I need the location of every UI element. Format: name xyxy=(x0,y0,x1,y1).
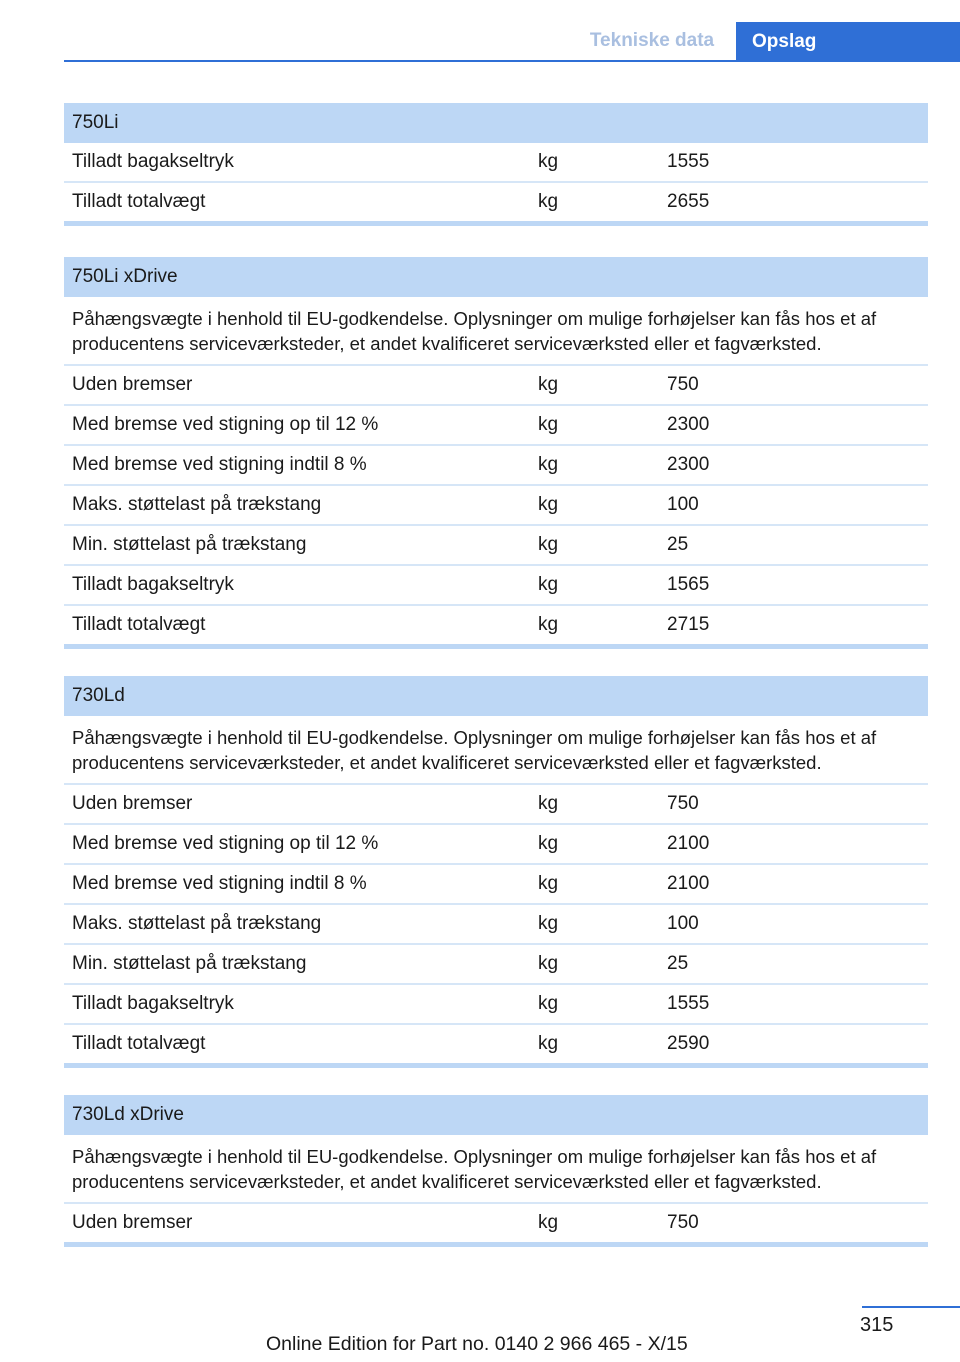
edition-note: Online Edition for Part no. 0140 2 966 465 - X/15 xyxy=(266,1333,688,1355)
row-value: 750 xyxy=(667,374,699,395)
table-row xyxy=(64,446,928,486)
row-value: 2715 xyxy=(667,614,710,635)
row-unit: kg xyxy=(538,374,559,395)
table-row xyxy=(64,985,928,1025)
row-unit: kg xyxy=(538,614,559,635)
row-value: 2300 xyxy=(667,454,710,475)
table-title: 730Ld xDrive xyxy=(64,1095,928,1135)
table-row xyxy=(64,945,928,985)
table-row xyxy=(64,566,928,606)
table-row xyxy=(64,785,928,825)
page-number: 315 xyxy=(860,1314,894,1336)
row-label: Min. støttelast på trækstang xyxy=(72,534,307,555)
table-bottom-rule xyxy=(64,1063,928,1068)
table-row xyxy=(64,865,928,905)
row-value: 2655 xyxy=(667,191,710,212)
row-unit: kg xyxy=(538,151,559,172)
row-label: Tilladt totalvægt xyxy=(72,1033,206,1054)
row-value: 25 xyxy=(667,953,689,974)
row-value: 2300 xyxy=(667,414,710,435)
row-label: Uden bremser xyxy=(72,1212,193,1233)
table-note: Påhængsvægte i henhold til EU-godkendelse. Oplysninger om mulige forhøjelser kan fås hos et af producentens serviceværksteder, et andet kvalificeret serviceværksted eller et fagværksted. xyxy=(64,297,928,366)
row-label: Uden bremser xyxy=(72,374,193,395)
table-bottom-rule xyxy=(64,1242,928,1247)
row-label: Tilladt totalvægt xyxy=(72,614,206,635)
row-label: Tilladt bagakseltryk xyxy=(72,151,234,172)
row-value: 100 xyxy=(667,913,699,934)
row-value: 2590 xyxy=(667,1033,710,1054)
row-unit: kg xyxy=(538,191,559,212)
table-730ld-xdrive xyxy=(64,1095,928,1247)
row-unit: kg xyxy=(538,953,559,974)
table-row xyxy=(64,1025,928,1063)
table-750li-xdrive xyxy=(64,257,928,649)
table-bottom-rule xyxy=(64,221,928,226)
table-row xyxy=(64,406,928,446)
row-unit: kg xyxy=(538,913,559,934)
row-value: 2100 xyxy=(667,873,710,894)
row-unit: kg xyxy=(538,534,559,555)
row-value: 1555 xyxy=(667,151,710,172)
row-label: Med bremse ved stigning op til 12 % xyxy=(72,414,379,435)
row-value: 25 xyxy=(667,534,689,555)
table-note: Påhængsvægte i henhold til EU-godkendelse. Oplysninger om mulige forhøjelser kan fås hos et af producentens serviceværksteder, et andet kvalificeret serviceværksted eller et fagværksted. xyxy=(64,1135,928,1204)
table-row xyxy=(64,143,928,183)
table-750li xyxy=(64,103,928,226)
footer-divider xyxy=(862,1306,960,1308)
row-label: Maks. støttelast på trækstang xyxy=(72,494,322,515)
tab-tekniske-data[interactable]: Tekniske data xyxy=(589,30,715,51)
row-label: Med bremse ved stigning indtil 8 % xyxy=(72,873,367,894)
row-label: Tilladt bagakseltryk xyxy=(72,574,234,595)
page-header xyxy=(0,0,960,62)
row-label: Med bremse ved stigning indtil 8 % xyxy=(72,454,367,475)
row-unit: kg xyxy=(538,494,559,515)
row-value: 750 xyxy=(667,1212,699,1233)
table-title: 750Li xDrive xyxy=(64,257,928,297)
row-label: Min. støttelast på trækstang xyxy=(72,953,307,974)
table-row xyxy=(64,366,928,406)
row-value: 1565 xyxy=(667,574,710,595)
row-unit: kg xyxy=(538,1212,559,1233)
row-value: 1555 xyxy=(667,993,710,1014)
row-unit: kg xyxy=(538,793,559,814)
table-row xyxy=(64,526,928,566)
row-unit: kg xyxy=(538,1033,559,1054)
tab-opslag[interactable]: Opslag xyxy=(736,22,960,62)
row-label: Tilladt totalvægt xyxy=(72,191,206,212)
table-row xyxy=(64,1204,928,1242)
table-bottom-rule xyxy=(64,644,928,649)
table-730ld xyxy=(64,676,928,1068)
row-unit: kg xyxy=(538,414,559,435)
row-value: 2100 xyxy=(667,833,710,854)
table-note: Påhængsvægte i henhold til EU-godkendelse. Oplysninger om mulige forhøjelser kan fås hos et af producentens serviceværksteder, et andet kvalificeret serviceværksted eller et fagværksted. xyxy=(64,716,928,785)
row-label: Uden bremser xyxy=(72,793,193,814)
table-title: 730Ld xyxy=(64,676,928,716)
row-unit: kg xyxy=(538,833,559,854)
table-row xyxy=(64,486,928,526)
table-row xyxy=(64,905,928,945)
row-unit: kg xyxy=(538,454,559,475)
row-unit: kg xyxy=(538,873,559,894)
header-divider xyxy=(64,60,960,62)
table-title: 750Li xyxy=(64,103,928,143)
table-row xyxy=(64,606,928,644)
row-label: Med bremse ved stigning op til 12 % xyxy=(72,833,379,854)
row-unit: kg xyxy=(538,993,559,1014)
row-value: 100 xyxy=(667,494,699,515)
table-row xyxy=(64,183,928,221)
row-label: Maks. støttelast på trækstang xyxy=(72,913,322,934)
row-value: 750 xyxy=(667,793,699,814)
row-unit: kg xyxy=(538,574,559,595)
row-label: Tilladt bagakseltryk xyxy=(72,993,234,1014)
table-row xyxy=(64,825,928,865)
